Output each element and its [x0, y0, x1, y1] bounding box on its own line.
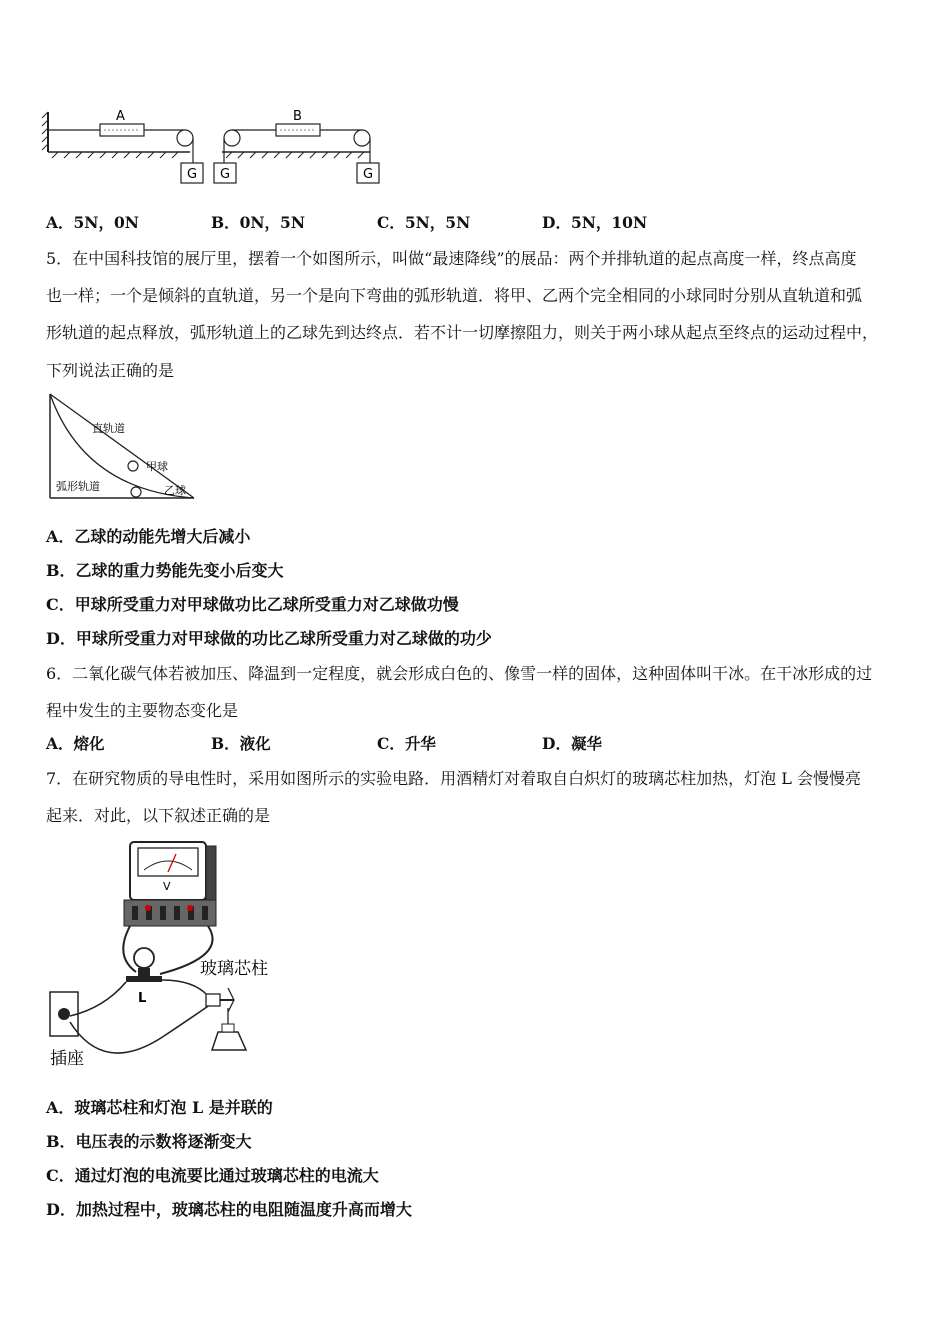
bulb-label: L	[138, 991, 147, 1006]
q4-option-b[interactable]: B．0N，5N	[211, 213, 306, 232]
brachistochrone-figure	[44, 390, 204, 510]
q7-option-d[interactable]: D．加热过程中，玻璃芯柱的电阻随温度升高而增大	[46, 1200, 412, 1219]
q6-option-a[interactable]: A．熔化	[46, 734, 105, 753]
scale-a-label: A	[116, 109, 125, 124]
q6-stem-line-1: 6．二氧化碳气体若被加压、降温到一定程度，就会形成白色的、像雪一样的固体，这种固体叫干冰。在干冰形成的过	[46, 664, 873, 683]
q7-stem-line-1: 7．在研究物质的导电性时，采用如图所示的实验电路．用酒精灯对着取自白炽灯的玻璃芯柱加热，灯泡 L 会慢慢亮	[46, 769, 861, 788]
ball-jia-label: 甲球	[146, 460, 168, 473]
q6-option-d[interactable]: D．凝华	[542, 734, 602, 753]
ball-yi-label: 乙球	[164, 484, 186, 497]
q7-option-a[interactable]: A．玻璃芯柱和灯泡 L 是并联的	[46, 1098, 273, 1117]
glass-stem-label: 玻璃芯柱	[200, 959, 268, 979]
q5-option-d[interactable]: D．甲球所受重力对甲球做的功比乙球所受重力对乙球做的功少	[46, 629, 492, 648]
q5-stem-line-2: 也一样；一个是倾斜的直轨道，另一个是向下弯曲的弧形轨道．将甲、乙两个完全相同的小球同时分别从直轨道和弧	[46, 286, 863, 305]
q6-option-c[interactable]: C．升华	[377, 734, 436, 753]
voltmeter-label: V	[163, 880, 171, 893]
q7-option-c[interactable]: C．通过灯泡的电流要比通过玻璃芯柱的电流大	[46, 1166, 379, 1185]
q7-option-b[interactable]: B．电压表的示数将逐渐变大	[46, 1132, 252, 1151]
q5-option-b[interactable]: B．乙球的重力势能先变小后变大	[46, 561, 284, 580]
straight-track-label: 直轨道	[92, 422, 125, 435]
curved-track-label: 弧形轨道	[56, 480, 100, 493]
weight-g-middle: G	[220, 167, 231, 182]
q5-stem-line-4: 下列说法正确的是	[46, 361, 175, 380]
conductivity-circuit-figure	[44, 836, 294, 1076]
q6-stem-line-2: 程中发生的主要物态变化是	[46, 701, 239, 720]
q5-stem-line-1: 5．在中国科技馆的展厅里，摆着一个如图所示，叫做“最速降线”的展品：两个并排轨道的起点高度一样，终点高度	[46, 249, 857, 268]
q4-option-c[interactable]: C．5N，5N	[377, 213, 471, 232]
socket-label: 插座	[50, 1049, 84, 1069]
q6-option-b[interactable]: B．液化	[211, 734, 271, 753]
weight-g-left: G	[187, 167, 198, 182]
q4-option-a[interactable]: A．5N，0N	[46, 213, 139, 232]
scale-b-label: B	[293, 109, 302, 124]
q5-option-a[interactable]: A．乙球的动能先增大后减小	[46, 527, 251, 546]
q5-option-c[interactable]: C．甲球所受重力对甲球做功比乙球所受重力对乙球做功慢	[46, 595, 459, 614]
q7-stem-line-2: 起来．对此，以下叙述正确的是	[46, 806, 271, 825]
q5-stem-line-3: 形轨道的起点释放，弧形轨道上的乙球先到达终点．若不计一切摩擦阻力，则关于两小球从起点至终点的运动过程中，	[46, 323, 879, 342]
weight-g-right: G	[363, 167, 374, 182]
spring-scale-figure	[40, 100, 390, 192]
q4-option-d[interactable]: D．5N，10N	[542, 213, 648, 232]
